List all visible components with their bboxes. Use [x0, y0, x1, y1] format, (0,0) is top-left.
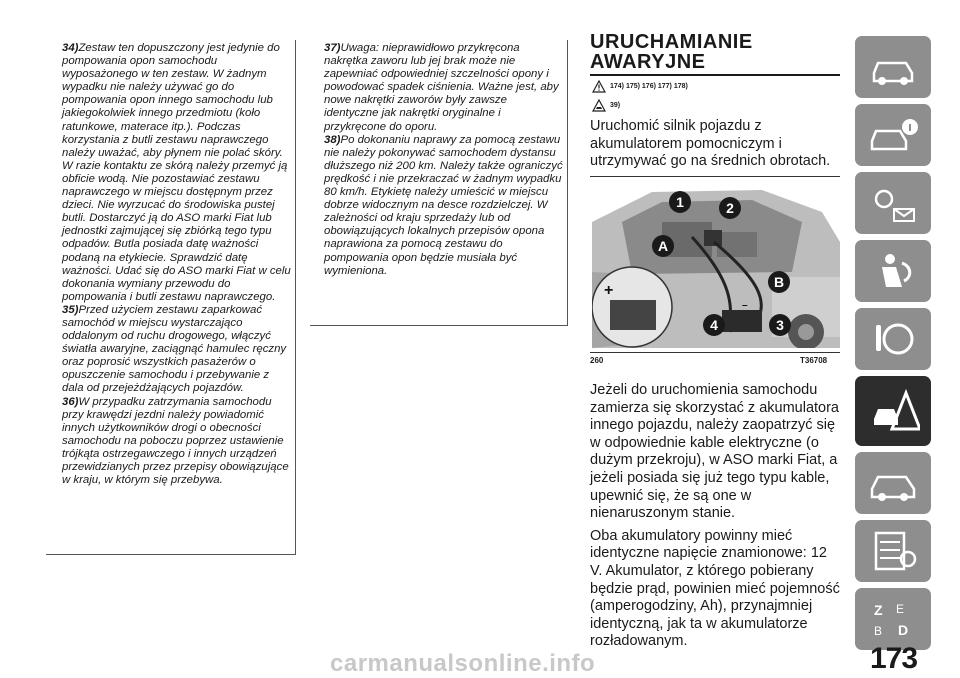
sign-plus: + [604, 282, 614, 299]
callout-B [768, 271, 790, 293]
svg-text:E: E [896, 602, 905, 616]
callout-4 [703, 314, 725, 336]
warning-refs-2: 39) [610, 102, 621, 109]
svg-text:B: B [773, 274, 785, 290]
tab-car-info[interactable] [855, 36, 931, 98]
watermark: carmanualsonline.info [330, 650, 596, 677]
tab-warning-lights[interactable] [855, 172, 931, 234]
sign-minus: – [742, 300, 748, 311]
figure-bottom-rule [590, 352, 840, 353]
callout-2 [719, 197, 741, 219]
notes-box-middle [310, 40, 568, 326]
warning-refs-row-1 [592, 80, 688, 93]
index-icon [866, 597, 920, 641]
notes-box-left [46, 40, 296, 555]
callout-A [652, 235, 674, 257]
section-title: URUCHAMIANIE AWARYJNE [590, 31, 753, 73]
warning-lights-icon [866, 181, 920, 225]
section-heading [590, 32, 840, 76]
heading-rule [590, 74, 840, 76]
warning-refs-row-2 [592, 99, 620, 112]
callout-3 [769, 314, 791, 336]
body-text [590, 382, 842, 656]
figure-number: 260 [590, 356, 604, 365]
svg-text:2: 2 [726, 200, 734, 216]
note-34: 34)Zestaw ten dopuszczony jest jedynie do pompowania opon samochodu wyposażonego w ten zestaw. W żadnym wypadku nie należy używać go do pompowania opon innego samochodu lub jakiegokolwiek innego przedmiotu (koło ratunkowe, materace itp.). Podczas korzystania z butli zestawu naprawczego należy uważać, aby płynem nie polać skóry. W razie kontaktu ze skórą należy przemyć ją obficie wodą. Nie pozostawiać zestawu naprawczego w miejscu dostępnym przez dzieci. Nie wyrzucać do środowiska pustej butli. Dostarczyć ją do ASO marki Fiat lub jednostki zajmującej się zbiórką tego typu odpadów. Butla posiada datę ważności podaną na etykiecie. Sprawdzić datę ważności. Udać się do ASO marki Fiat w celu dokonania wymiany przewodu do pompowania i butli zestawu naprawczego. [62, 42, 291, 303]
paragraph-voltage: Oba akumulatory powinny mieć identyczne napięcie znamionowe: 12 V. Akumulator, z którego pobierany będzie prąd, powinien mieć pojemność (amperogodziny, Ah), przynajmniej identyczną, jak ta w akumulatorze rozładowanym. [590, 527, 840, 650]
warning-triangle-icon [592, 80, 606, 93]
svg-text:A: A [657, 238, 669, 254]
warning-refs-1: 174) 175) 176) 177) 178) [610, 83, 688, 90]
callout-1 [669, 191, 691, 213]
tab-car-maintenance[interactable] [855, 452, 931, 514]
figure-top-rule [590, 176, 840, 177]
steering-wheel-key-icon [866, 317, 920, 361]
tab-emergency[interactable] [855, 376, 931, 446]
svg-text:4: 4 [710, 317, 718, 333]
chapter-sidebar [855, 36, 931, 656]
page-number: 173 [870, 642, 918, 675]
tab-airbag-safety[interactable] [855, 240, 931, 302]
tab-technical-data[interactable] [855, 520, 931, 582]
note-38: 38)Po dokonaniu naprawy za pomocą zestawu nie należy pokonywać samochodem dystansu dłuższego niż 200 km. Należy także ograniczyć prędkość i nie przekraczać w żadnym wypadku 80 km/h. Etykietę należy umieścić w miejscu dobrze widocznym na desce rozdzielczej. W zależności od kraju sprzedaży lub od obowiązujących lokalnych przepisów opona naprawiona za pomocą zestawu do pompowania opon będzie musiała być wymieniona. [324, 133, 563, 277]
svg-text:3: 3 [776, 317, 784, 333]
svg-text:D: D [898, 622, 909, 638]
technical-data-icon [866, 529, 920, 573]
note-36: 36)W przypadku zatrzymania samochodu przy krawędzi jezdni należy powiadomić innych użytkowników drogi o obecności samochodu na poboczu poprzez ustawienie trójkąta ostrzegawczego i innych urządzeń przewidzianych przez przepisy obowiązujące w kraju, w którym się przebywa. [62, 395, 289, 487]
svg-text:B: B [874, 624, 883, 638]
tab-index[interactable] [855, 588, 931, 650]
note-37: 37)Uwaga: nieprawidłowo przykręcona nakrętka zaworu lub jej brak może nie zapewniać odpowiedniej szczelności opony i powodować spadek ciśnienia. Ważne jest, aby nowe nakrętki zaworów były zawsze identyczne jak nakrętki oryginalne i przykręcone do oporu. [324, 42, 559, 133]
emergency-icon [866, 389, 920, 433]
intro-text: Uruchomić silnik pojazdu z akumulatorem pomocniczym i utrzymywać go na średnich obrotach. [590, 118, 831, 169]
svg-text:1: 1 [676, 194, 684, 210]
airbag-safety-icon [866, 249, 920, 293]
car-info-icon [866, 113, 920, 157]
caution-car-icon [592, 99, 606, 112]
car-maintenance-icon [866, 461, 920, 505]
note-35: 35)Przed użyciem zestawu zaparkować samochód w miejscu wystarczająco oddalonym od ruchu drogowego, włączyć światła awaryjne, zaciągnąć hamulec ręczny oraz poprosić wszystkich pasażerów o opuszczenie samochodu i przebywanie z dala od przejeżdżających pojazdów. [62, 303, 287, 395]
tab-car-info-i[interactable] [855, 104, 931, 166]
car-search-icon [866, 45, 920, 89]
jump-start-illustration [592, 182, 840, 348]
jump-start-figure [592, 182, 840, 348]
tab-steering-key[interactable] [855, 308, 931, 370]
svg-text:Z: Z [874, 602, 883, 618]
paragraph-cables: Jeżeli do uruchomienia samochodu zamierza się skorzystać z akumulatora innego pojazdu, należy zaopatrzyć się w odpowiednie kable elektryczne (o dużym przekroju), w ASO marki Fiat, a jeżeli posiada się już tego typu kable, upewnić się, że są one w nienaruszonym stanie. [590, 382, 839, 522]
figure-code: T36708 [800, 356, 828, 365]
